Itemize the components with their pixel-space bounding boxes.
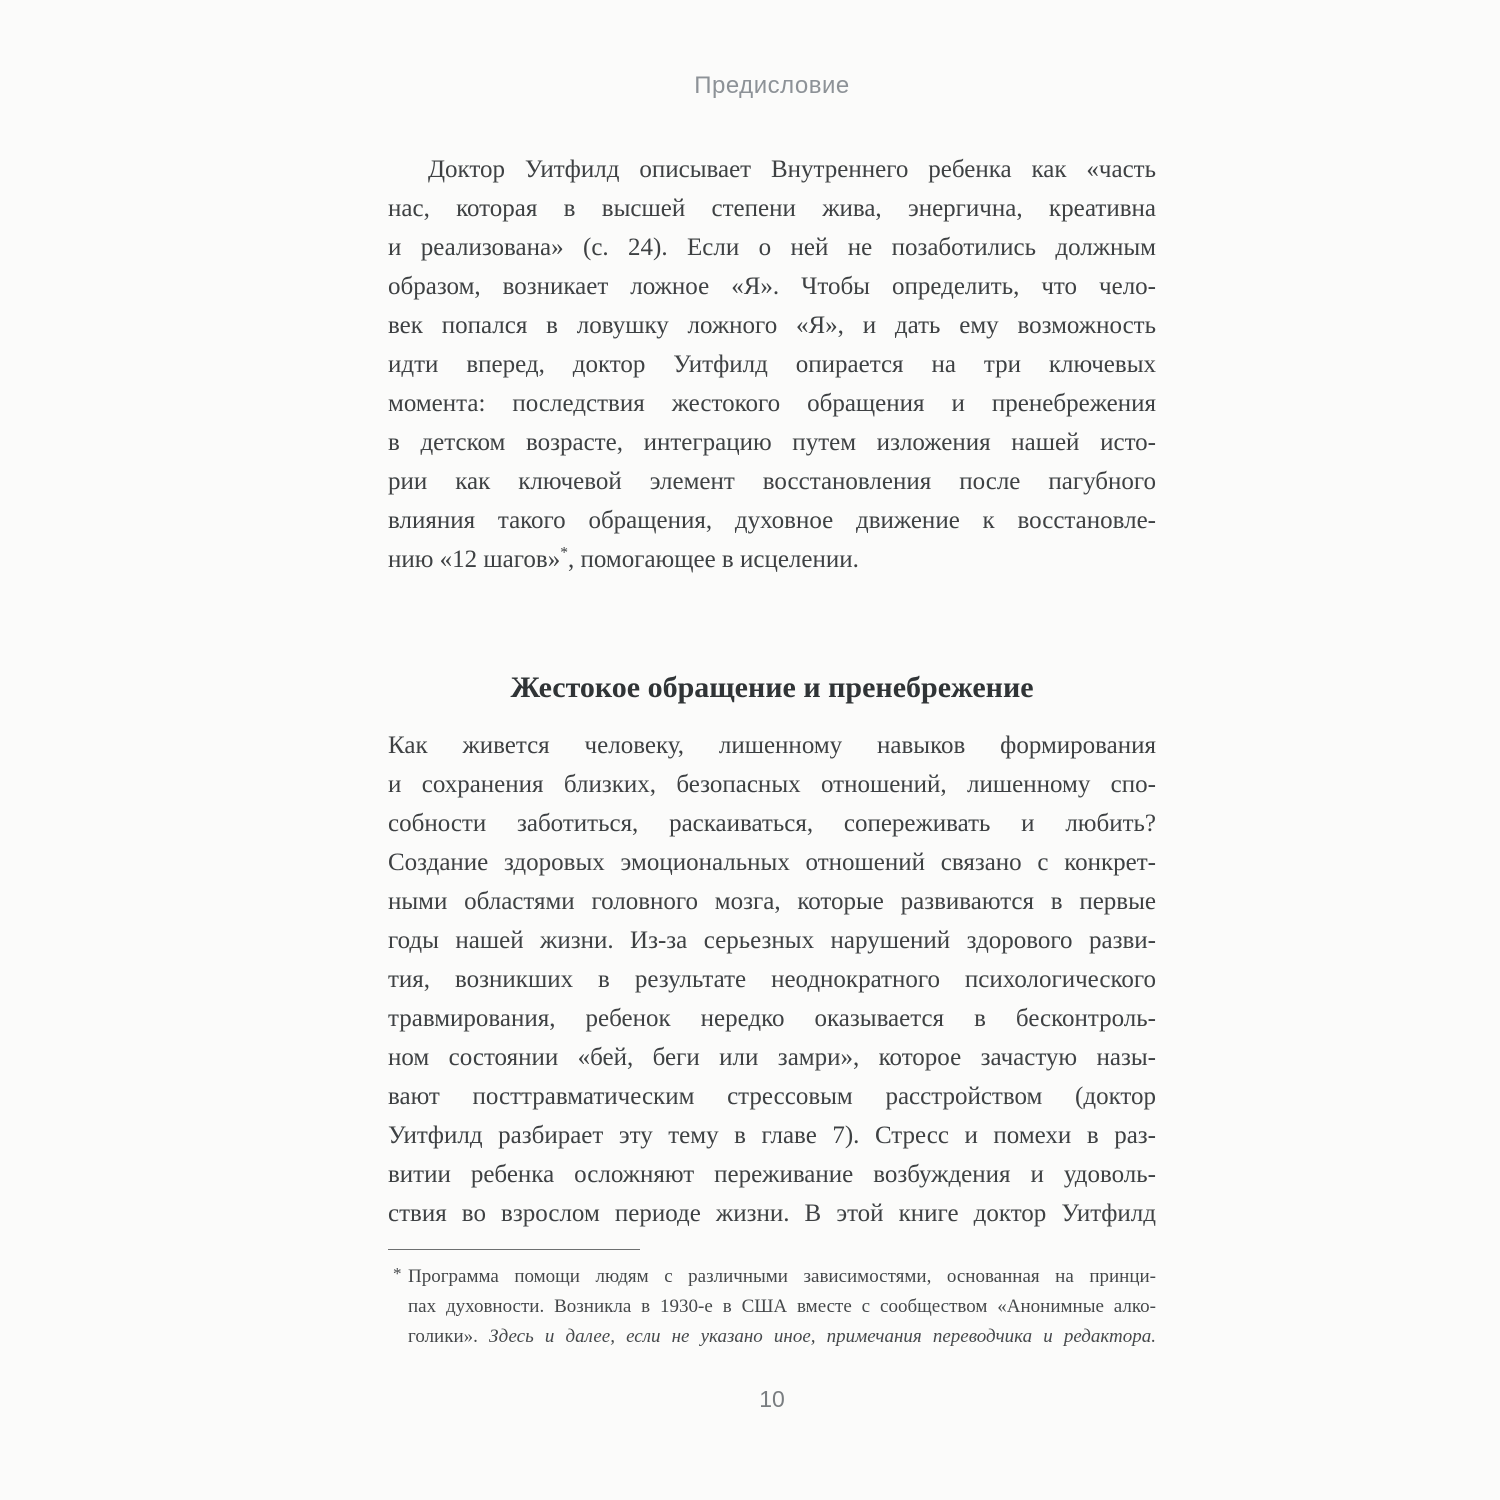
text-line: век попался в ловушку ложного «Я», и дать ему возможность: [388, 312, 1156, 339]
section-heading: Жестокое обращение и пренебрежение: [510, 670, 1034, 704]
text-line: тия, возникших в результате неоднократного психологического: [388, 966, 1156, 993]
paragraph-abuse-neglect: [388, 726, 1156, 1233]
text-line: ными областями головного мозга, которые развиваются в первые: [388, 888, 1156, 915]
text-line: ствия во взрослом периоде жизни. В этой книге доктор Уитфилд: [388, 1200, 1156, 1227]
text-line: Создание здоровых эмоциональных отношений связано с конкрет-: [388, 849, 1156, 876]
footnote-line: голики». Здесь и далее, если не указано иное, примечания переводчика и редактора.: [408, 1326, 1156, 1347]
text-line: вают посттравматическим стрессовым расстройством (доктор: [388, 1083, 1156, 1110]
text-line: и реализована» (с. 24). Если о ней не позаботились должным: [388, 234, 1156, 261]
text-line: годы нашей жизни. Из-за серьезных нарушений здорового разви-: [388, 927, 1156, 954]
footnote-marker-ref: *: [560, 544, 568, 562]
text-line: в детском возрасте, интеграцию путем изложения нашей исто-: [388, 429, 1156, 456]
text-line: момента: последствия жестокого обращения и пренебрежения: [388, 390, 1156, 417]
text-line: собности заботиться, раскаиваться, сопереживать и любить?: [388, 810, 1156, 837]
text-line: образом, возникает ложное «Я». Чтобы определить, что чело-: [388, 273, 1156, 300]
text-line: Как живется человеку, лишенному навыков формирования: [388, 732, 1156, 759]
footnote: [393, 1262, 1156, 1352]
paragraph-intro: [388, 150, 1156, 579]
text-line: Доктор Уитфилд описывает Внутреннего ребенка как «часть: [428, 156, 1156, 183]
footnote-line: пах духовности. Возникла в 1930-е в США вместе с сообществом «Анонимные алко-: [408, 1296, 1156, 1317]
text-line: ном состоянии «бей, беги или замри», которое зачастую назы-: [388, 1044, 1156, 1071]
text-line: Уитфилд разбирает эту тему в главе 7). Стресс и помехи в раз-: [388, 1122, 1156, 1149]
footnote-asterisk: *: [393, 1264, 402, 1283]
text-line: идти вперед, доктор Уитфилд опирается на три ключевых: [388, 351, 1156, 378]
text-line: и сохранения близких, безопасных отношений, лишенному спо-: [388, 771, 1156, 798]
text-line: влияния такого обращения, духовное движение к восстановле-: [388, 507, 1156, 534]
text-line: нас, которая в высшей степени жива, энергична, креативна: [388, 195, 1156, 222]
text-line: витии ребенка осложняют переживание возбуждения и удоволь-: [388, 1161, 1156, 1188]
footnote-separator: [388, 1249, 640, 1250]
footnote-line: * Программа помощи людям с различными зависимостями, основанная на принци-: [408, 1262, 1156, 1292]
text-line: рии как ключевой элемент восстановления после пагубного: [388, 468, 1156, 495]
text-line: нию «12 шагов»*, помогающее в исцелении.: [388, 544, 859, 573]
page-number: 10: [759, 1386, 785, 1412]
running-head: Предисловие: [694, 72, 850, 99]
text-line: травмирования, ребенок нередко оказывается в бесконтроль-: [388, 1005, 1156, 1032]
